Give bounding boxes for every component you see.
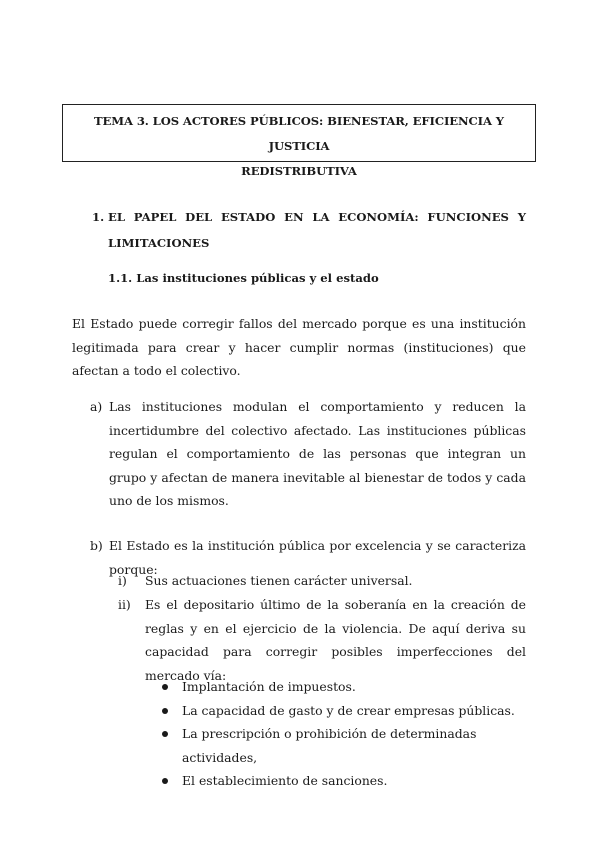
- list-item: [160, 675, 540, 699]
- section-1-heading: [92, 204, 526, 256]
- intro-paragraph: El Estado puede corregir fallos del mercado porque es una institución legitimada para crear y hacer cumplir normas (instituciones) que afectan a todo el colectivo.: [72, 316, 526, 378]
- title-box: [62, 104, 536, 178]
- list-item-a: [90, 395, 526, 513]
- section-1-number: 1.: [92, 210, 105, 224]
- bullet-icon: [162, 778, 168, 784]
- bullet-text: El establecimiento de sanciones.: [182, 773, 388, 788]
- list-item-a-marker: a): [90, 399, 103, 414]
- section-1-heading-line-1: EL PAPEL DEL ESTADO EN LA ECONOMÍA: FUNCIONES Y: [108, 210, 526, 224]
- list-item-b-marker: b): [90, 538, 103, 553]
- list-item: [160, 722, 540, 769]
- bullet-text: Implantación de impuestos.: [182, 679, 356, 694]
- list-item: [160, 699, 540, 723]
- roman-item-ii: [118, 593, 526, 687]
- bullet-list: [160, 675, 540, 793]
- roman-item-ii-marker: ii): [118, 597, 131, 612]
- bullet-icon: [162, 731, 168, 737]
- roman-item-ii-text: Es el depositario último de la soberanía en la creación de reglas y en el ejercicio de la violencia. De aquí deriva su capacidad para corregir posibles imperfecciones del mercado vía:: [145, 597, 526, 683]
- bullet-text: La capacidad de gasto y de crear empresas públicas.: [182, 702, 515, 718]
- roman-item-i: [118, 569, 526, 593]
- subsection-heading: 1.1. Las instituciones públicas y el estado: [108, 271, 379, 285]
- list-item-a-text: Las instituciones modulan el comportamiento y reducen la incertidumbre del colectivo afectado. Las instituciones públicas regulan el comportamiento de las personas que integran un grupo y afectan de manera inevitable al bienestar de todos y cada uno de los mismos.: [109, 399, 526, 508]
- bullet-text: La prescripción o prohibición de determinadas actividades,: [182, 726, 477, 765]
- bullet-icon: [162, 708, 168, 714]
- roman-item-i-marker: i): [118, 573, 127, 588]
- section-1-heading-line-2: LIMITACIONES: [108, 236, 210, 250]
- title-line-1: TEMA 3. LOS ACTORES PÚBLICOS: BIENESTAR, EFICIENCIA Y JUSTICIA: [94, 114, 504, 153]
- list-item: [160, 769, 540, 793]
- list-item-b-text: El Estado es la institución pública por excelencia y se caracteriza porque:: [109, 538, 526, 577]
- bullet-icon: [162, 684, 168, 690]
- roman-item-i-text: Sus actuaciones tienen carácter universal.: [145, 573, 413, 588]
- title-line-2: REDISTRIBUTIVA: [241, 164, 357, 178]
